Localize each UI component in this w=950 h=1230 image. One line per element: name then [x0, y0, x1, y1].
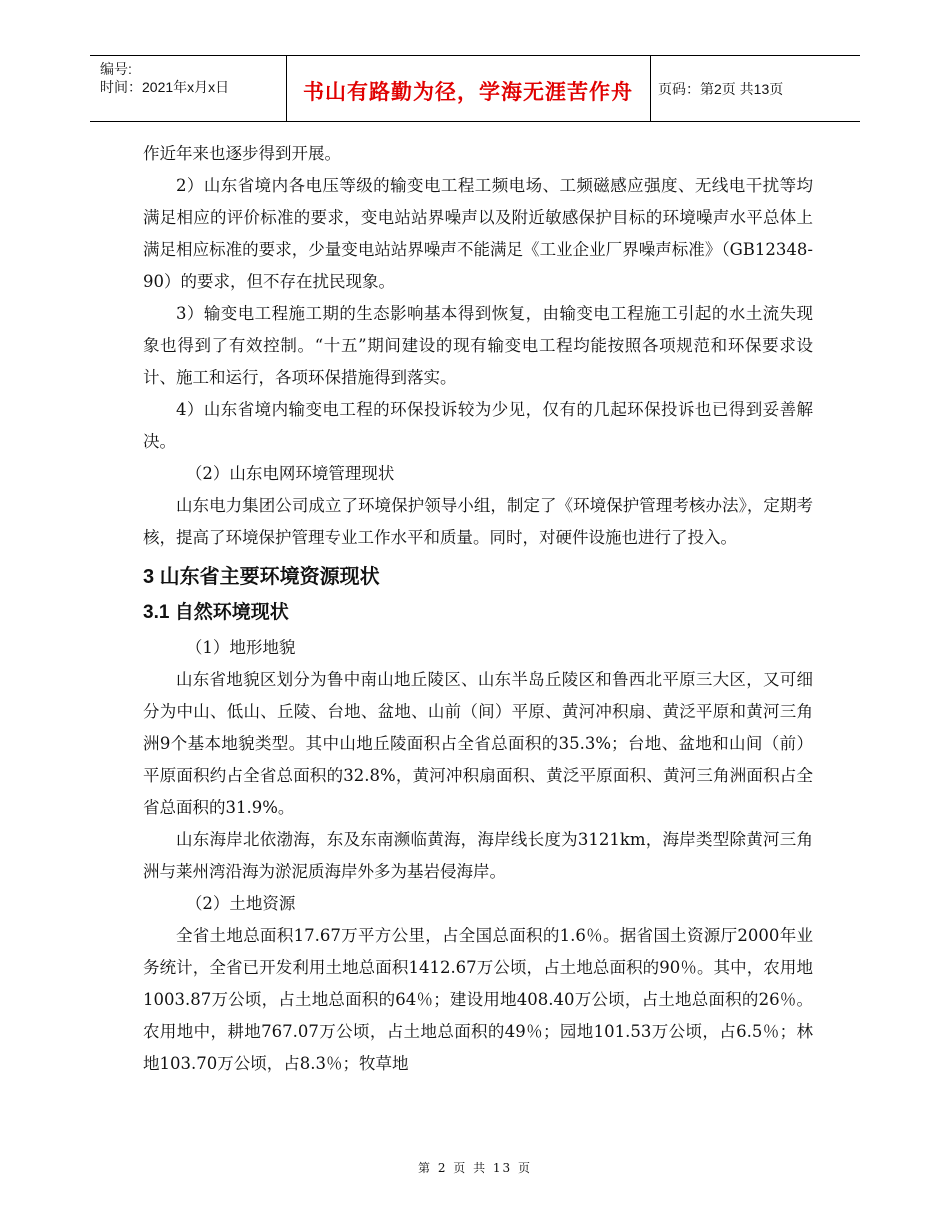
header-date-label: 时间：2021年x月x日: [100, 79, 230, 95]
document-body: [143, 138, 813, 1080]
header-top-rule: [90, 55, 860, 56]
subheading: （1）地形地貌: [185, 638, 296, 657]
header-bottom-rule: [90, 121, 860, 122]
paragraph: 3）输变电工程施工期的生态影响基本得到恢复，由输变电工程施工引起的水土流失现象也得到了有效控制。“十五”期间建设的现有输变电工程均能按照各项规范和环保要求设计、施工和运行，各项环保措施得到落实。: [143, 304, 813, 387]
paragraph: 4）山东省境内输变电工程的环保投诉较为少见，仅有的几起环保投诉也已得到妥善解决。: [143, 400, 813, 451]
paragraph: 山东海岸北依渤海，东及东南濒临黄海，海岸线长度为3121km，海岸类型除黄河三角洲与莱州湾沿海为淤泥质海岸外多为基岩侵海岸。: [143, 830, 813, 881]
paragraph: 作近年来也逐步得到开展。: [143, 144, 341, 163]
paragraph: 全省土地总面积17.67万平方公里，占全国总面积的1.6％。据省国土资源厅2000年业务统计，全省已开发利用土地总面积1412.67万公顷，占土地总面积的90％。其中，农用地1003.87万公顷，占土地总面积的64％；建设用地408.40万公顷，占土地总面积的26％。农用地中，耕地767.07万公顷，占土地总面积的49％；园地101.53万公顷，占6.5％；林地103.70万公顷，占8.3％；牧草地: [143, 926, 813, 1073]
paragraph: 山东电力集团公司成立了环境保护领导小组，制定了《环境保护管理考核办法》，定期考核，提高了环境保护管理专业工作水平和质量。同时，对硬件设施也进行了投入。: [143, 496, 813, 547]
header-meta: [100, 60, 229, 96]
header-number-label: 编号:: [100, 61, 132, 77]
paragraph: 2）山东省境内各电压等级的输变电工程工频电场、工频磁感应强度、无线电干扰等均满足相应的评价标准的要求，变电站站界噪声以及附近敏感保护目标的环境噪声水平总体上满足相应标准的要求，少量变电站站界噪声不能满足《工业企业厂界噪声标准》（GB12348-90）的要求，但不存在扰民现象。: [143, 176, 813, 291]
page-footer: 第 2 页 共 13 页: [418, 1161, 532, 1175]
subheading: （2）山东电网环境管理现状: [185, 464, 395, 483]
header-page-info: 页码：第2页 共13页: [658, 81, 784, 97]
subheading: （2）土地资源: [185, 894, 296, 913]
header-motto: 书山有路勤为径，学海无涯苦作舟: [303, 81, 633, 104]
paragraph: 山东省地貌区划分为鲁中南山地丘陵区、山东半岛丘陵区和鲁西北平原三大区，又可细分为中山、低山、丘陵、台地、盆地、山前（间）平原、黄河冲积扇、黄泛平原和黄河三角洲9个基本地貌类型。其中山地丘陵面积占全省总面积的35.3%；台地、盆地和山间（前）平原面积约占全省总面积的32.8%，黄河冲积扇面积、黄泛平原面积、黄河三角洲面积占全省总面积的31.9%。: [143, 670, 813, 817]
section-heading: 3 山东省主要环境资源现状: [143, 566, 380, 588]
subsection-heading: 3.1 自然环境现状: [143, 602, 289, 623]
header-divider-right: [650, 56, 651, 121]
